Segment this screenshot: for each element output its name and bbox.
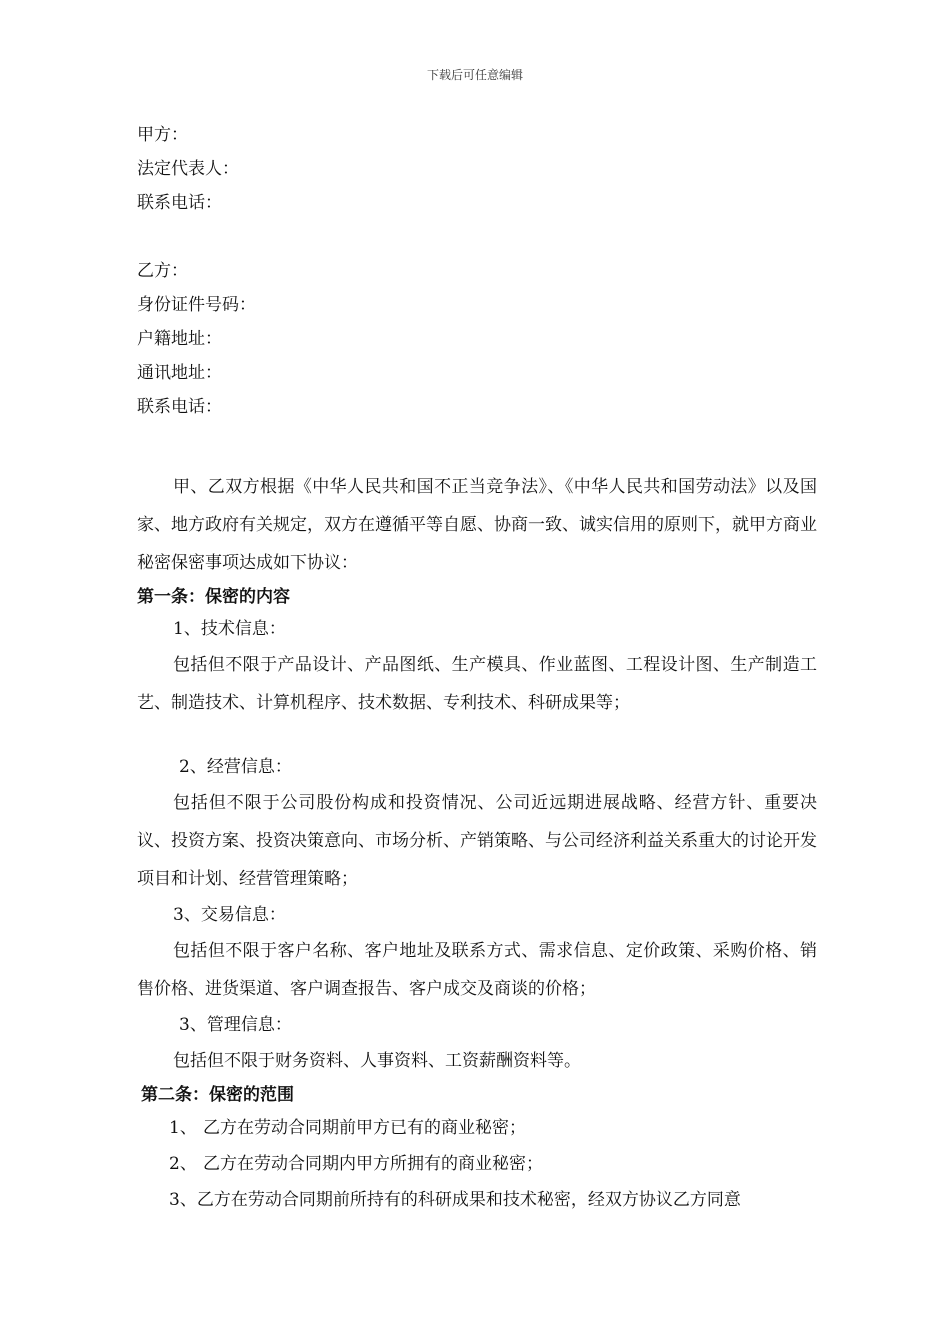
spacer	[137, 220, 817, 254]
party-b-id-label: 身份证件号码：	[137, 295, 256, 315]
article2-item-2-text: 乙方在劳动合同期内甲方所拥有的商业秘密；	[203, 1154, 543, 1174]
party-b-mail-address-label: 通讯地址：	[137, 363, 222, 383]
article2-item-1-text: 乙方在劳动合同期前甲方已有的商业秘密；	[203, 1118, 526, 1138]
article2-title: 第二条：保密的范围	[141, 1085, 294, 1105]
article2-item-1	[137, 1110, 817, 1146]
spacer	[137, 722, 817, 750]
article1-item-3-text: 包括但不限于客户名称、客户地址及联系方式、需求信息、定价政策、采购价格、销售价格、进货渠道、客户调查报告、客户成交及商谈的价格；	[137, 941, 817, 999]
party-a-phone-label: 联系电话：	[137, 193, 222, 213]
party-b-label: 乙方：	[137, 261, 188, 281]
document-body	[137, 118, 817, 1218]
article1-item-1-text: 包括但不限于产品设计、产品图纸、生产模具、作业蓝图、工程设计图、生产制造工艺、制造技术、计算机程序、技术数据、专利技术、科研成果等；	[137, 655, 817, 713]
party-a-label: 甲方：	[137, 125, 188, 145]
article1-item-1-label: 1、技术信息：	[173, 619, 286, 639]
article2-item-2-number: 2、	[169, 1154, 197, 1174]
party-b-phone-label: 联系电话：	[137, 397, 222, 417]
article1-item-3-label: 3、交易信息：	[173, 905, 286, 925]
article1-title: 第一条：保密的内容	[137, 587, 290, 607]
spacer	[137, 424, 817, 458]
article2-item-3-text: 3、乙方在劳动合同期前所持有的科研成果和技术秘密，经双方协议乙方同意	[169, 1190, 741, 1210]
article1-item-4-text: 包括但不限于财务资料、人事资料、工资薪酬资料等。	[173, 1051, 581, 1071]
party-a-representative-label: 法定代表人：	[137, 159, 239, 179]
article2-item-3	[137, 1182, 817, 1218]
page-header-note: 下载后可任意编辑	[426, 68, 523, 82]
article2-item-2	[137, 1146, 817, 1182]
article2-item-1-number: 1、	[169, 1118, 197, 1138]
intro-paragraph: 甲、乙双方根据《中华人民共和国不正当竞争法》、《中华人民共和国劳动法》以及国家、地方政府有关规定，双方在遵循平等自愿、协商一致、诚实信用的原则下，就甲方商业秘密保密事项达成如下协议：	[137, 477, 817, 573]
article1-item-4-label: 3、管理信息：	[179, 1015, 292, 1035]
party-b-hukou-label: 户籍地址：	[137, 329, 222, 349]
article1-item-2-label: 2、经营信息：	[179, 757, 292, 777]
article1-item-2-text: 包括但不限于公司股份构成和投资情况、公司近远期进展战略、经营方针、重要决议、投资方案、投资决策意向、市场分析、产销策略、与公司经济利益关系重大的讨论开发项目和计划、经营管理策略；	[137, 793, 817, 889]
